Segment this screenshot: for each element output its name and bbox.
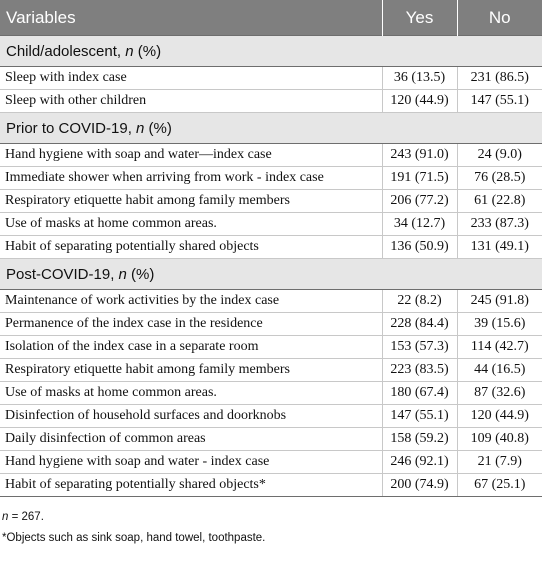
- row-no-value: 233 (87.3): [457, 213, 542, 236]
- row-yes-value: 22 (8.2): [382, 290, 457, 313]
- n-value: = 267.: [8, 511, 44, 523]
- table-row: [0, 336, 542, 359]
- section-title-text: Prior to COVID-19,: [6, 119, 137, 137]
- table-row: [0, 167, 542, 190]
- row-label: Hand hygiene with soap and water - index case: [0, 451, 382, 474]
- row-label: Habit of separating potentially shared objects: [0, 236, 382, 259]
- table-row: [0, 405, 542, 428]
- footnote: *Objects such as sink soap, hand towel, toothpaste.: [2, 532, 266, 544]
- row-yes-value: 200 (74.9): [382, 474, 457, 497]
- row-no-value: 76 (28.5): [457, 167, 542, 190]
- table-body: [0, 36, 542, 497]
- table-row: [0, 213, 542, 236]
- row-no-value: 231 (86.5): [457, 67, 542, 90]
- row-label: Use of masks at home common areas.: [0, 213, 382, 236]
- row-yes-value: 153 (57.3): [382, 336, 457, 359]
- section-title-tail: (%): [126, 265, 155, 283]
- row-yes-value: 36 (13.5): [382, 67, 457, 90]
- table-notes: [0, 507, 542, 549]
- section-row: [0, 259, 542, 290]
- row-no-value: 131 (49.1): [457, 236, 542, 259]
- header-yes: Yes: [382, 0, 457, 36]
- row-no-value: 147 (55.1): [457, 90, 542, 113]
- row-label: Isolation of the index case in a separate room: [0, 336, 382, 359]
- table-row: [0, 190, 542, 213]
- section-n-symbol: n: [136, 119, 145, 137]
- row-label: Maintenance of work activities by the index case: [0, 290, 382, 313]
- table-row: [0, 236, 542, 259]
- table-row: [0, 428, 542, 451]
- row-label: Disinfection of household surfaces and doorknobs: [0, 405, 382, 428]
- row-no-value: 120 (44.9): [457, 405, 542, 428]
- row-label: Hand hygiene with soap and water—index case: [0, 144, 382, 167]
- row-yes-value: 34 (12.7): [382, 213, 457, 236]
- row-label: Immediate shower when arriving from work - index case: [0, 167, 382, 190]
- row-yes-value: 246 (92.1): [382, 451, 457, 474]
- table-row: [0, 474, 542, 497]
- n-symbol: n: [2, 511, 9, 523]
- row-yes-value: 206 (77.2): [382, 190, 457, 213]
- row-label: Habit of separating potentially shared objects*: [0, 474, 382, 497]
- row-yes-value: 120 (44.9): [382, 90, 457, 113]
- row-label: Daily disinfection of common areas: [0, 428, 382, 451]
- sample-size-note: [2, 507, 542, 528]
- row-no-value: 24 (9.0): [457, 144, 542, 167]
- row-label: Respiratory etiquette habit among family members: [0, 190, 382, 213]
- row-label: Respiratory etiquette habit among family members: [0, 359, 382, 382]
- table-row: [0, 144, 542, 167]
- section-n-symbol: n: [125, 42, 134, 60]
- header-no: No: [457, 0, 542, 36]
- table-row: [0, 451, 542, 474]
- table-row: [0, 67, 542, 90]
- section-n-symbol: n: [118, 265, 127, 283]
- row-no-value: 87 (32.6): [457, 382, 542, 405]
- row-yes-value: 191 (71.5): [382, 167, 457, 190]
- section-title-tail: (%): [144, 119, 172, 137]
- row-yes-value: 180 (67.4): [382, 382, 457, 405]
- section-title: [0, 259, 542, 290]
- section-title: [0, 113, 542, 144]
- row-label: Use of masks at home common areas.: [0, 382, 382, 405]
- section-title-text: Post-COVID-19,: [6, 265, 119, 283]
- row-no-value: 114 (42.7): [457, 336, 542, 359]
- section-title-tail: (%): [133, 42, 162, 60]
- row-yes-value: 147 (55.1): [382, 405, 457, 428]
- row-label: Permanence of the index case in the residence: [0, 313, 382, 336]
- table-row: [0, 359, 542, 382]
- row-yes-value: 228 (84.4): [382, 313, 457, 336]
- section-row: [0, 113, 542, 144]
- row-no-value: 39 (15.6): [457, 313, 542, 336]
- section-title-text: Child/adolescent,: [6, 42, 126, 60]
- row-no-value: 109 (40.8): [457, 428, 542, 451]
- table-row: [0, 290, 542, 313]
- row-yes-value: 158 (59.2): [382, 428, 457, 451]
- row-no-value: 44 (16.5): [457, 359, 542, 382]
- row-no-value: 67 (25.1): [457, 474, 542, 497]
- row-no-value: 245 (91.8): [457, 290, 542, 313]
- table-row: [0, 382, 542, 405]
- row-yes-value: 243 (91.0): [382, 144, 457, 167]
- header-row: [0, 0, 542, 36]
- row-no-value: 21 (7.9): [457, 451, 542, 474]
- row-no-value: 61 (22.8): [457, 190, 542, 213]
- row-label: Sleep with index case: [0, 67, 382, 90]
- table-row: [0, 90, 542, 113]
- header-variables: Variables: [0, 0, 382, 36]
- row-label: Sleep with other children: [0, 90, 382, 113]
- row-yes-value: 223 (83.5): [382, 359, 457, 382]
- section-title: [0, 36, 542, 67]
- row-yes-value: 136 (50.9): [382, 236, 457, 259]
- section-row: [0, 36, 542, 67]
- table-row: [0, 313, 542, 336]
